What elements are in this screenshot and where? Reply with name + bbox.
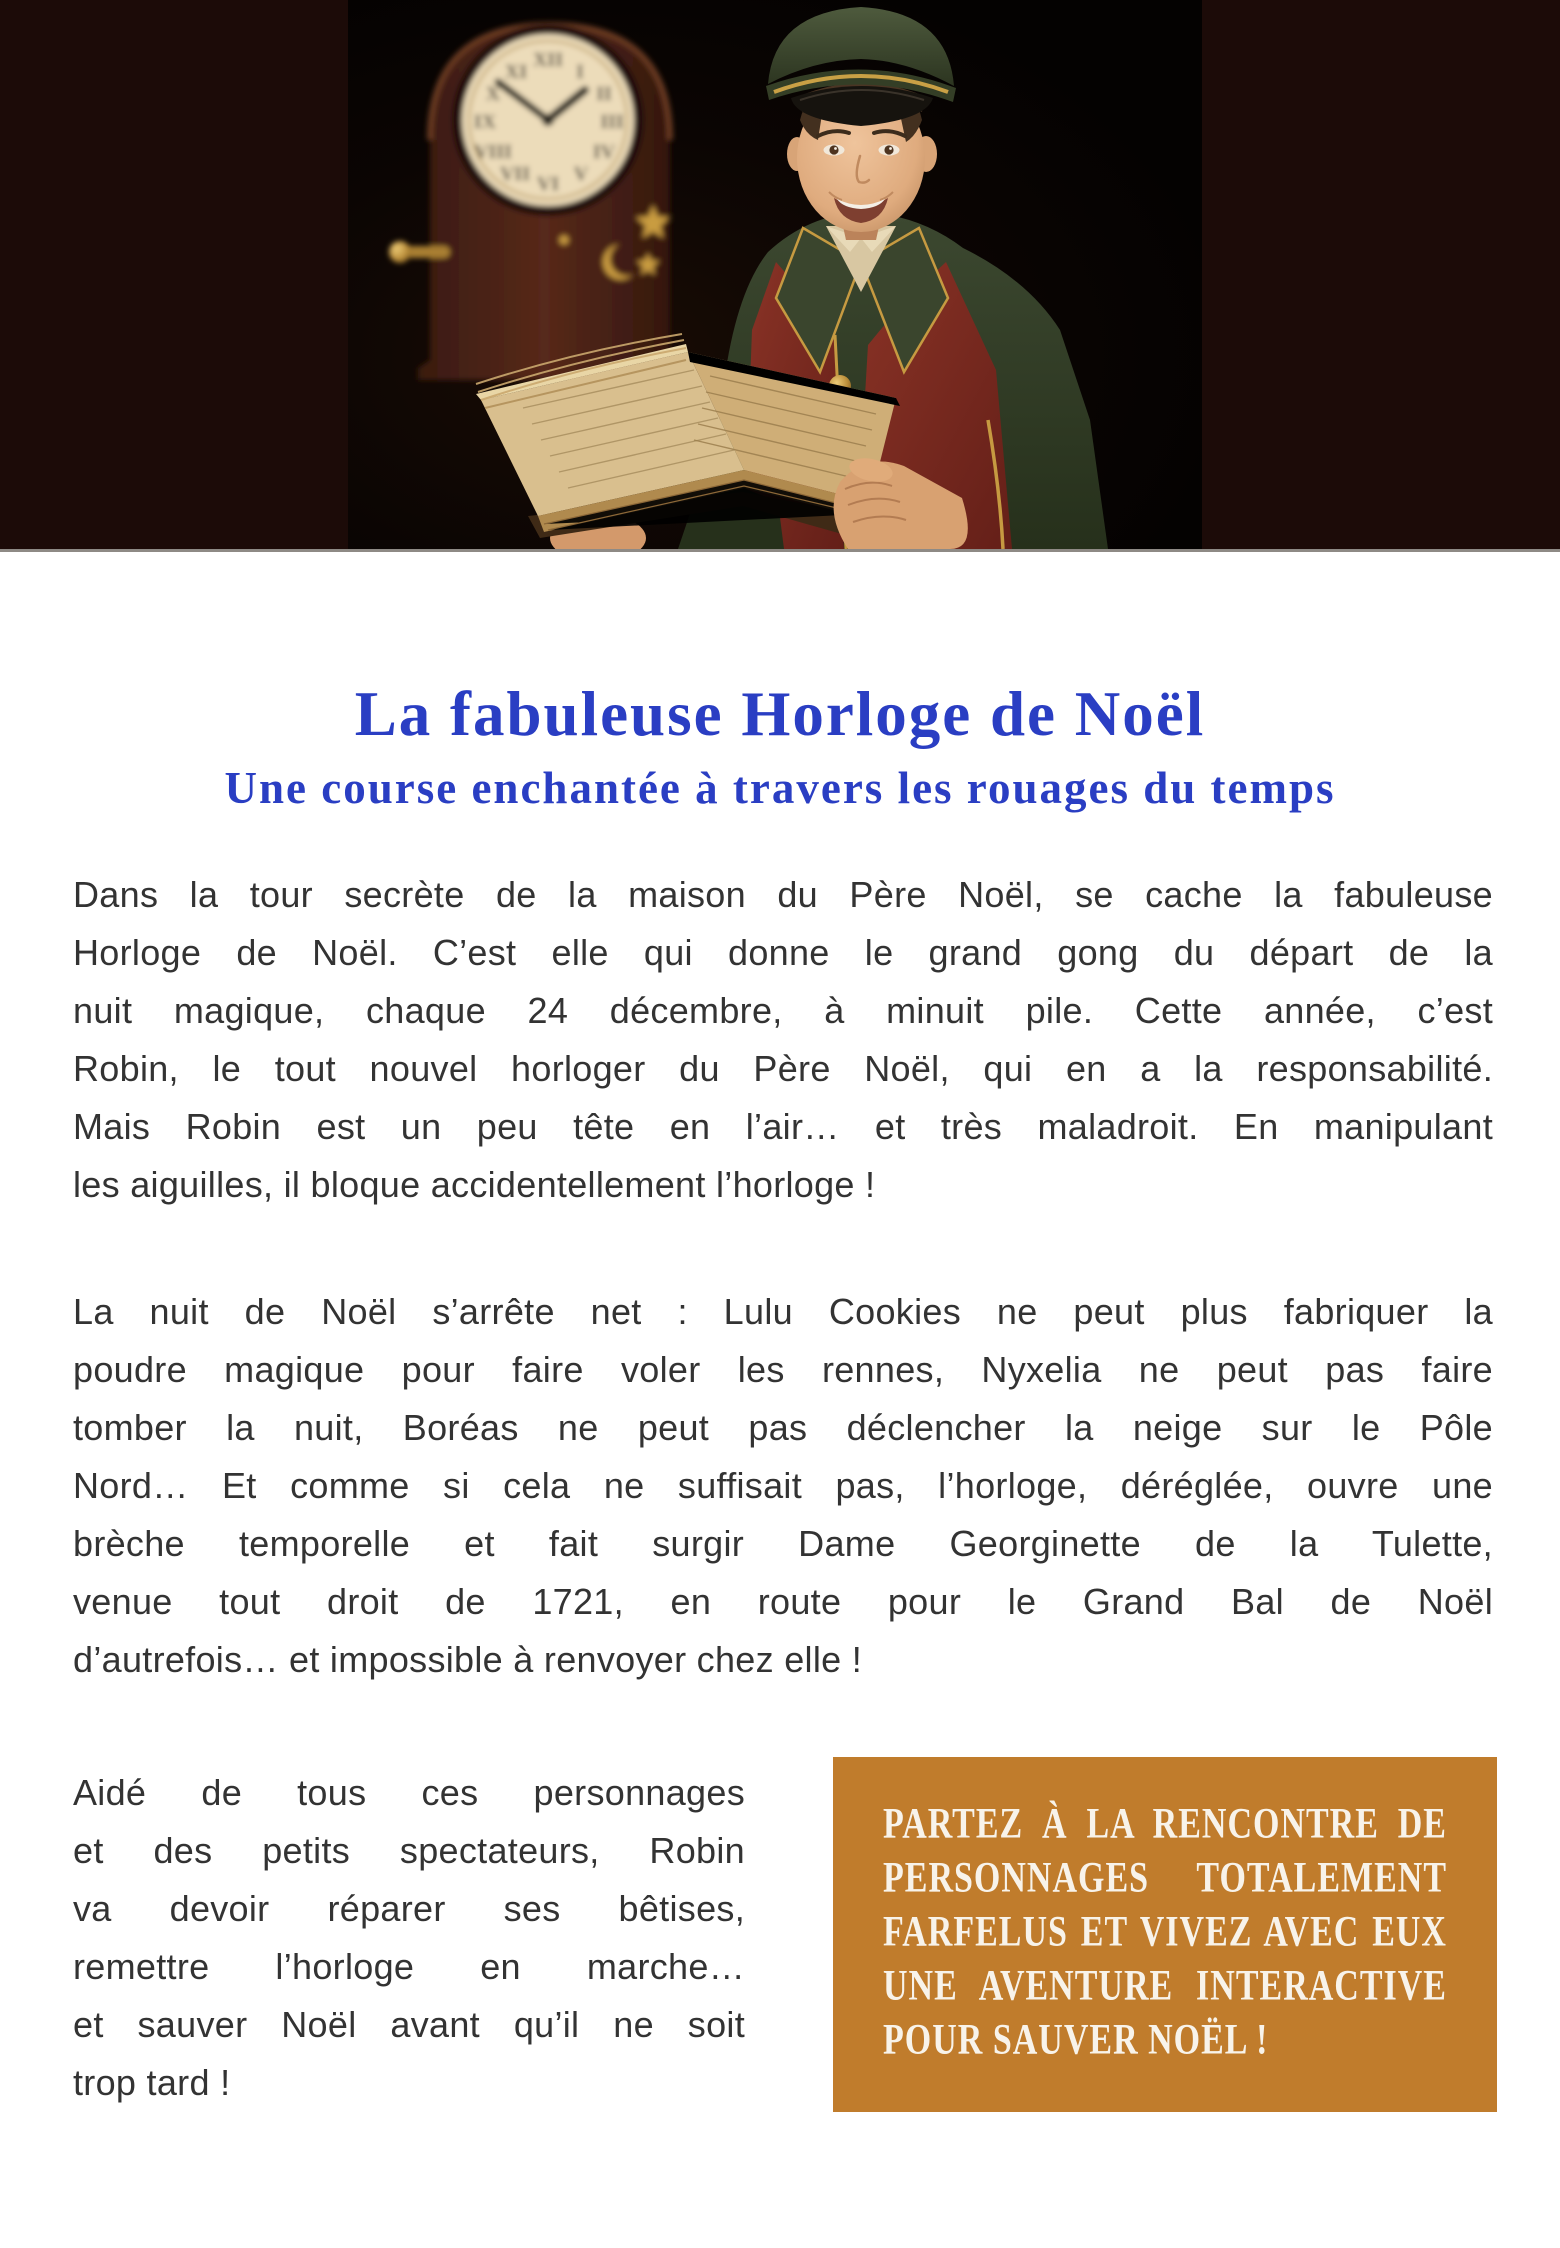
svg-text:XI: XI: [504, 61, 528, 83]
hero-photo: [348, 0, 1202, 549]
svg-text:VIII: VIII: [474, 141, 512, 163]
page-title: La fabuleuse Horloge de Noël: [354, 679, 1206, 750]
svg-text:X: X: [485, 83, 501, 105]
svg-text:III: III: [600, 111, 624, 133]
paragraph-intro-lines: Dans la tour secrète de la maison du Père Noël, se cache la fabuleuse Horloge de Noël. C’est elle qui donne le grand gong du départ de la nuit magique, chaque 24 décembre, à minuit pile. Cette année, c’est Robin, le tout nouvel horloger du Père Noël, qui en a la responsabilité. Mais Robin est un peu tête en l’air… et très maladroit. En manipulant les aiguilles, il bloque accidentellement l’horloge !: [73, 874, 1493, 1205]
svg-text:IX: IX: [473, 111, 497, 133]
paragraph-conclusion-lines: Aidé de tous ces personnages et des petits spectateurs, Robin va devoir réparer ses bêtises, remettre l’horloge en marche… et sauver Noël avant qu’il ne soit trop tard !: [73, 1772, 745, 2103]
paragraph-story: [73, 1283, 1493, 1689]
svg-text:V: V: [573, 163, 589, 185]
paragraph-intro: [73, 866, 1493, 1214]
page-subtitle: Une course enchantée à travers les rouages du temps: [224, 763, 1336, 814]
svg-text:VI: VI: [536, 173, 560, 195]
svg-text:I: I: [576, 61, 584, 83]
svg-text:XII: XII: [532, 49, 564, 71]
svg-text:VII: VII: [499, 163, 531, 185]
hero-band: [0, 0, 1560, 552]
paragraph-conclusion: [73, 1764, 745, 2112]
svg-text:IV: IV: [592, 141, 616, 163]
paragraph-story-lines: La nuit de Noël s’arrête net : Lulu Cookies ne peut plus fabriquer la poudre magique pour faire voler les rennes, Nyxelia ne peut pas faire tomber la nuit, Boréas ne peut pas déclencher la neige sur le Pôle Nord… Et comme si cela ne suffisait pas, l’horloge, déréglée, ouvre une brèche temporelle et fait surgir Dame Georginette de la Tulette, venue tout droit de 1721, en route pour le Grand Bal de Noël d’autrefois… et impossible à renvoyer chez elle !: [73, 1291, 1493, 1680]
svg-text:II: II: [596, 83, 612, 105]
promo-box: [833, 1757, 1497, 2112]
promo-box-lines: PARTEZ À LA RENCONTRE DE PERSONNAGES TOTALEMENT FARFELUS ET VIVEZ AVEC EUX UNE AVENTURE INTERACTIVE POUR SAUVER NOËL !: [883, 1800, 1447, 2064]
